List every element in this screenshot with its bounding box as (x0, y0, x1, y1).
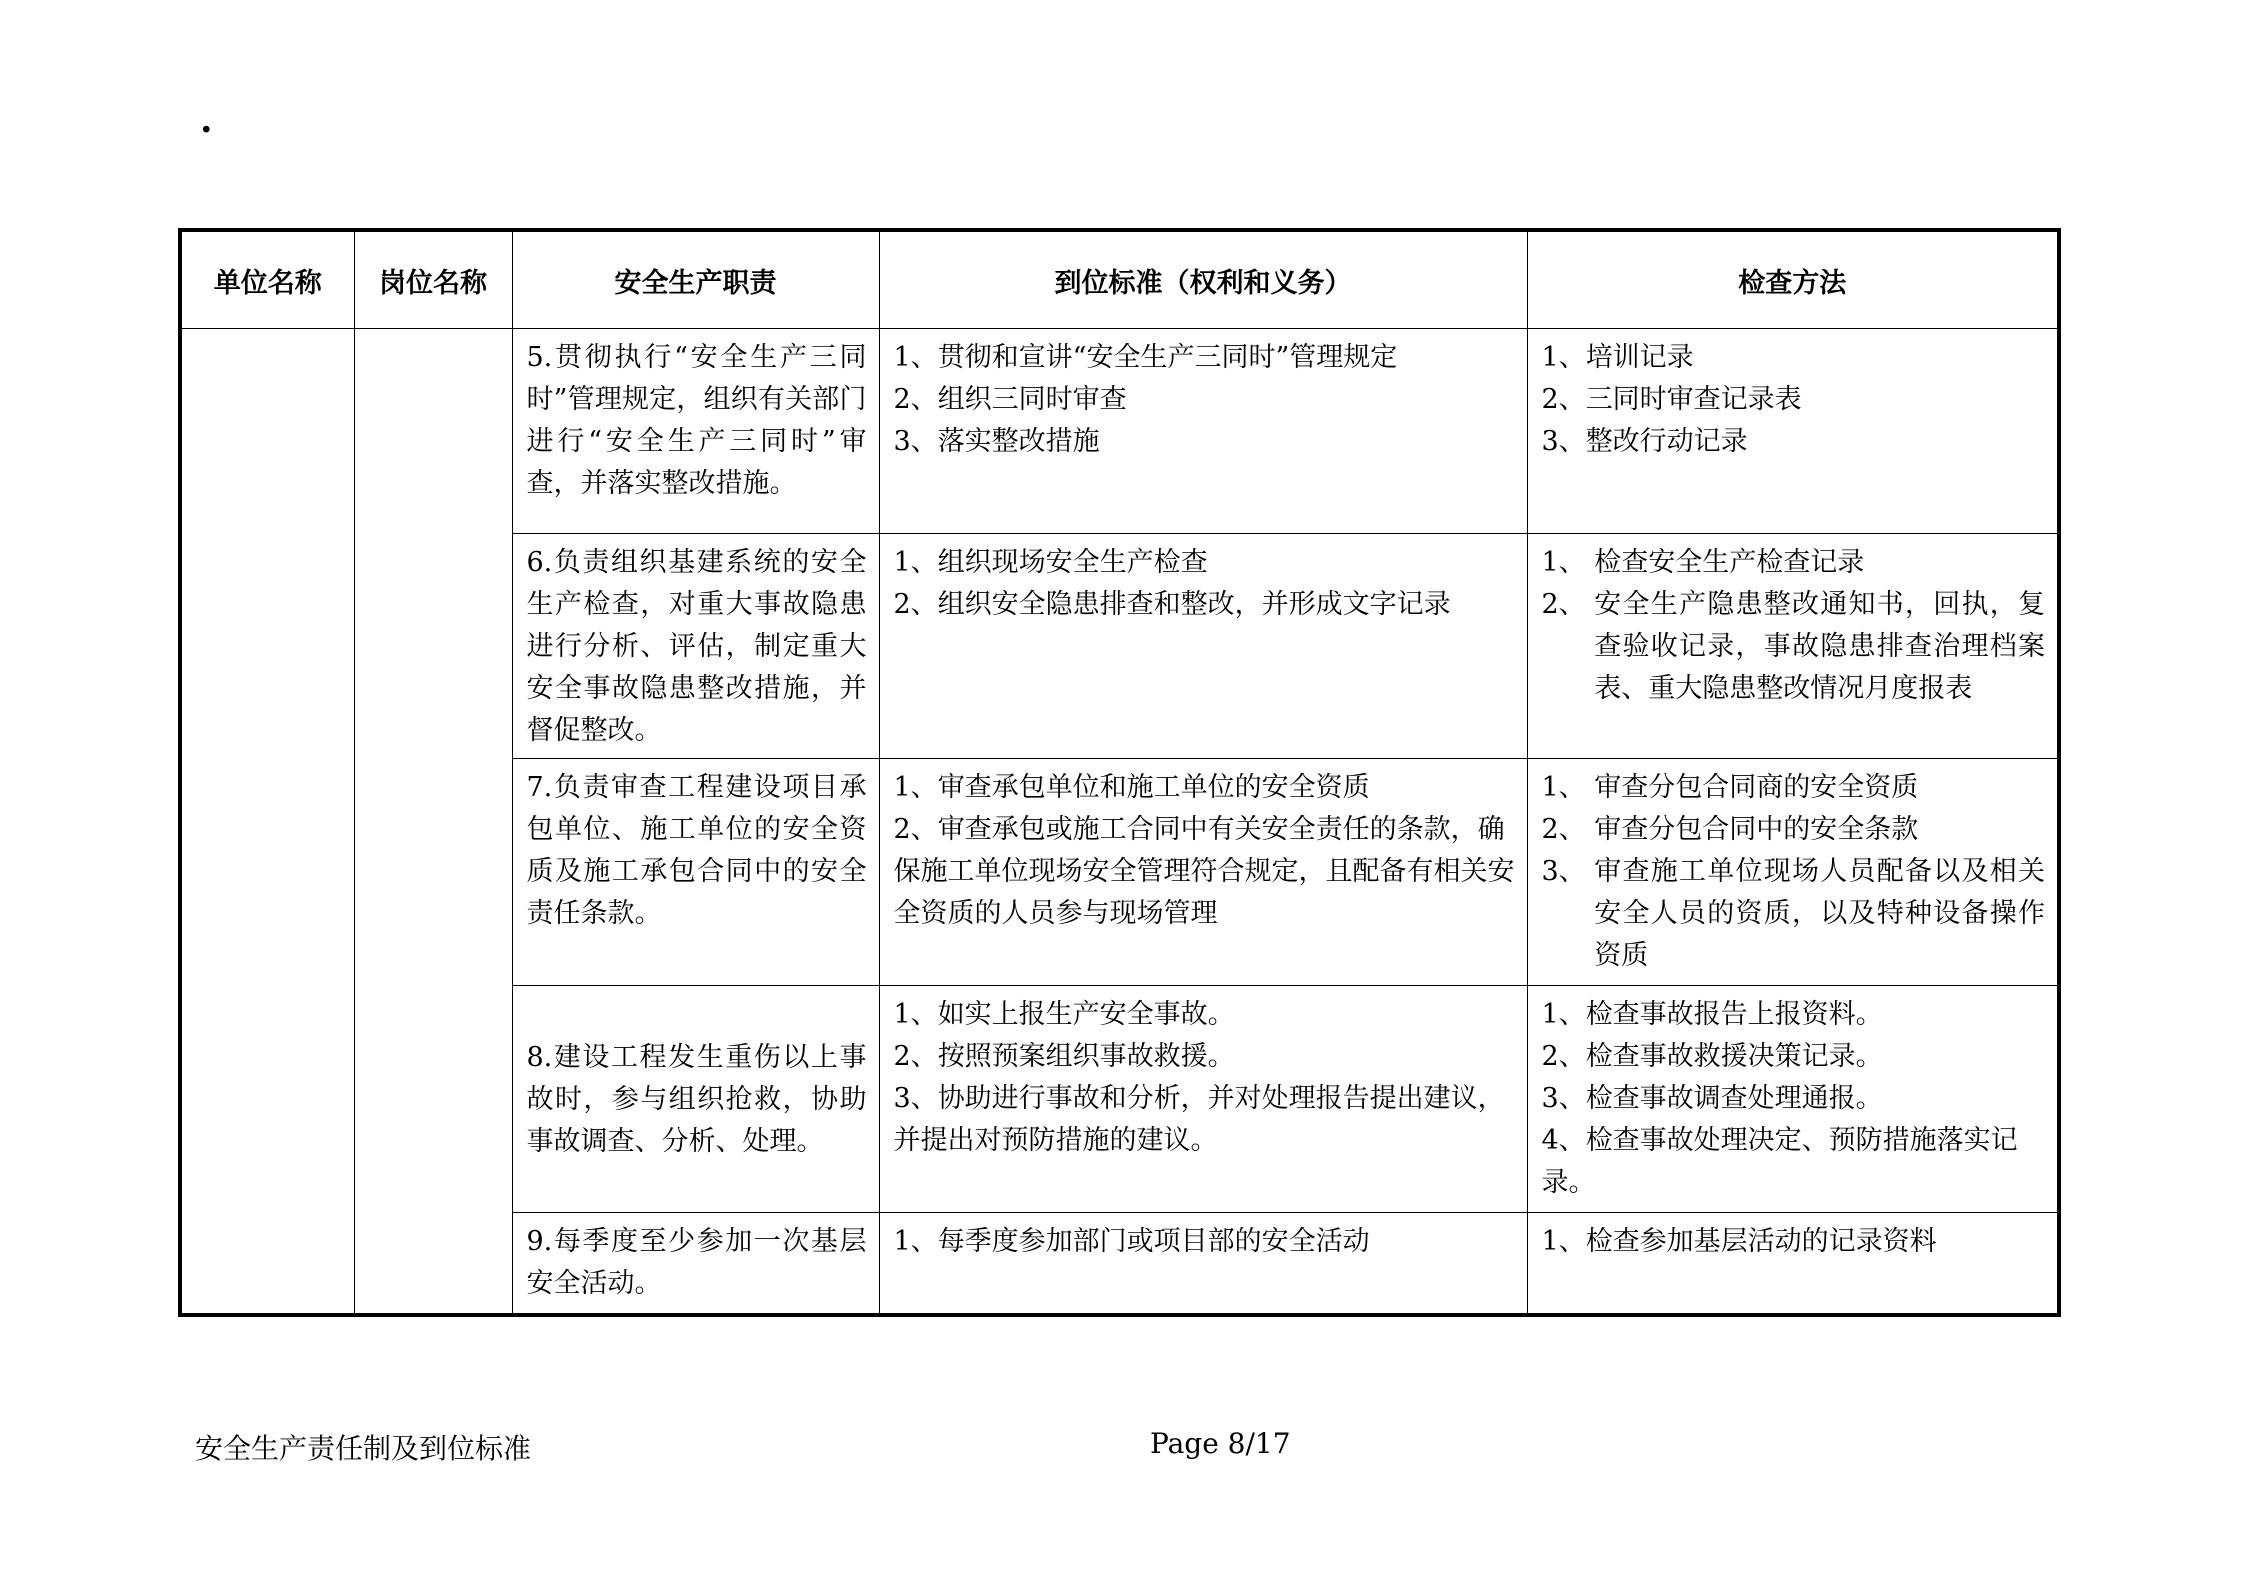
check-cell (1527, 1213, 2059, 1316)
standard-item: 1、 每季度参加部门或项目部的安全活动 (893, 1226, 1370, 1257)
check-item: 1、 检查安全生产检查记录 (1541, 547, 1865, 578)
header-duty: 安全生产职责 (512, 230, 879, 329)
duty-cell: 5.贯彻执行“安全生产三同时”管理规定，组织有关部门进行“安全生产三同时”审查，并落实整改措施。 (512, 329, 879, 534)
check-cell (1527, 759, 2059, 986)
duty-cell: 8.建设工程发生重伤以上事故时，参与组织抢救，协助事故调查、分析、处理。 (512, 986, 879, 1213)
standard-cell (879, 534, 1527, 759)
table-header-row (180, 230, 2059, 329)
check-item: 1、 审查分包合同商的安全资质 (1541, 772, 1919, 803)
standard-cell (879, 986, 1527, 1213)
check-item: 4、检查事故处理决定、预防措施落实记录。 (1541, 1125, 2018, 1198)
check-item: 3、 审查施工单位现场人员配备以及相关安全人员的资质，以及特种设备操作资质 (1541, 856, 2045, 971)
standard-cell (879, 329, 1527, 534)
standard-item: 2、 组织安全隐患排查和整改，并形成文字记录 (893, 589, 1451, 620)
check-item: 2、 审查分包合同中的安全条款 (1541, 814, 1919, 845)
standard-item: 1、 如实上报生产安全事故。 (893, 999, 1235, 1030)
check-cell (1527, 329, 2059, 534)
standard-item: 1、 贯彻和宣讲“安全生产三同时”管理规定 (893, 342, 1398, 373)
duty-cell: 6.负责组织基建系统的安全生产检查，对重大事故隐患进行分析、评估，制定重大安全事故隐患整改措施，并督促整改。 (512, 534, 879, 759)
unit-name-cell (180, 329, 354, 1316)
check-item: 2、 检查事故救援决策记录。 (1541, 1041, 1883, 1072)
standard-cell (879, 759, 1527, 986)
check-cell (1527, 534, 2059, 759)
check-cell (1527, 986, 2059, 1213)
footer-page-number: Page 8/17 (1150, 1427, 1291, 1460)
footer-doc-title: 安全生产责任制及到位标准 (195, 1432, 532, 1465)
standard-item: 1、 组织现场安全生产检查 (893, 547, 1208, 578)
table-row (180, 329, 2059, 534)
standard-item: 2、 组织三同时审查 (893, 384, 1127, 415)
check-item: 1、 检查事故报告上报资料。 (1541, 999, 1883, 1030)
check-item: 1、 检查参加基层活动的记录资料 (1541, 1226, 1937, 1257)
header-unit-name: 单位名称 (180, 230, 354, 329)
header-post-name: 岗位名称 (354, 230, 512, 329)
post-name-cell (354, 329, 512, 1316)
header-standard: 到位标准（权利和义务） (879, 230, 1527, 329)
check-item: 1、 培训记录 (1541, 342, 1694, 373)
standard-cell (879, 1213, 1527, 1316)
header-check-method: 检查方法 (1527, 230, 2059, 329)
standard-item: 3、 落实整改措施 (893, 426, 1100, 457)
standard-item: 2、 按照预案组织事故救援。 (893, 1041, 1235, 1072)
check-item: 2、 三同时审查记录表 (1541, 384, 1802, 415)
standard-item: 1、 审查承包单位和施工单位的安全资质 (893, 772, 1370, 803)
standard-item: 3、协助进行事故和分析，并对处理报告提出建议，并提出对预防措施的建议。 (893, 1083, 1505, 1156)
duty-cell: 9.每季度至少参加一次基层安全活动。 (512, 1213, 879, 1316)
check-item: 3、 整改行动记录 (1541, 426, 1748, 457)
standard-item: 2、审查承包或施工合同中有关安全责任的条款，确保施工单位现场安全管理符合规定，且配备有相关安全资质的人员参与现场管理 (893, 814, 1515, 929)
check-item: 3、 检查事故调查处理通报。 (1541, 1083, 1883, 1114)
header-mark: · (200, 109, 213, 151)
responsibility-table (178, 228, 2061, 1317)
check-item: 2、 安全生产隐患整改通知书，回执，复查验收记录，事故隐患排查治理档案表、重大隐患整改情况月度报表 (1541, 589, 2045, 704)
duty-cell: 7.负责审查工程建设项目承包单位、施工单位的安全资质及施工承包合同中的安全责任条款。 (512, 759, 879, 986)
